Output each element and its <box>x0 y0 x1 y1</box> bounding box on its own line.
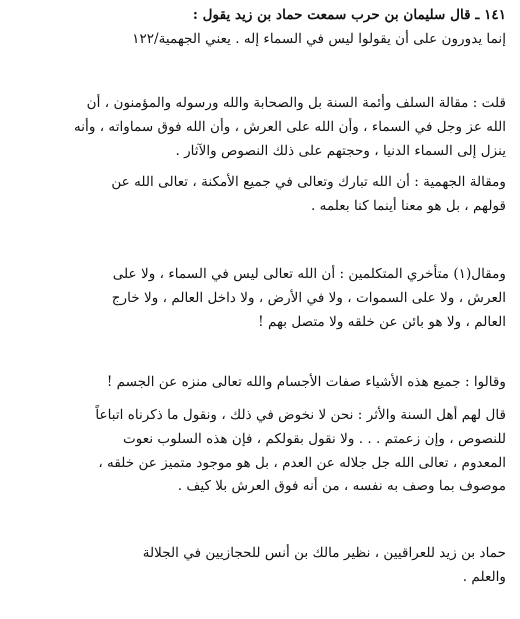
text-line: ومقال(١) متأخري المتكلمين : أن الله تعالى ليس في السماء ، ولا على <box>112 266 506 282</box>
qalu-paragraph <box>12 371 506 395</box>
text-line: قلت : مقالة السلف وأئمة السنة بل والصحابة والله ورسوله والمؤمنون ، أن <box>86 95 506 111</box>
text-line: الله عز وجل في السماء ، وأن الله على العرش ، وأن الله فوق سماواته ، وأنه <box>73 118 506 135</box>
text-line: قال لهم أهل السنة والأثر : نحن لا نخوض في ذلك ، ونقول ما ذكرناه اتباعاً <box>95 407 506 423</box>
text-line: للنصوص ، وإن زعمتم . . . ولا نقول بقولكم ، فإن هذه السلوب نعوت <box>122 430 506 447</box>
jahmiyya-paragraph <box>12 171 506 219</box>
hammad-paragraph <box>12 542 506 590</box>
commentary-salaf-paragraph <box>12 92 506 163</box>
mutakallimin-paragraph <box>12 263 506 334</box>
text-line: المعدوم ، تعالى الله جل جلاله عن العدم ، بل هو موجود متميز عن خلقه ، <box>98 454 506 471</box>
narration-quote-line: إنما يدورون على أن يقولوا ليس في السماء إله . يعني الجهمية/١٢٢ <box>132 30 506 47</box>
text-line: والعلم . <box>462 568 506 585</box>
text-line: وقالوا : جميع هذه الأشياء صفات الأجسام والله تعالى منزه عن الجسم ! <box>106 374 506 390</box>
text-line: قولهم ، بل هو معنا أينما كنا بعلمه . <box>311 197 506 214</box>
text-line: حماد بن زيد للعراقيين ، نظير مالك بن أنس للحجازيين في الجلالة <box>142 545 506 561</box>
text-line: ومقالة الجهمية : أن الله تبارك وتعالى في جميع الأمكنة ، تعالى الله عن <box>111 174 506 190</box>
narration-heading-line: ١٤١ ـ قال سليمان بن حرب سمعت حماد بن زيد يقول : <box>192 7 506 23</box>
text-line: العالم ، ولا هو بائن عن خلقه ولا متصل بهم ! <box>258 313 506 330</box>
text-line: موصوف بما وصف به نفسه ، من أنه فوق العرش بلا كيف . <box>177 478 506 495</box>
narration-141 <box>12 4 506 52</box>
text-line: ينزل إلى السماء الدنيا ، وحجتهم على ذلك النصوص والآثار . <box>175 142 506 159</box>
text-line: العرش ، ولا على السموات ، ولا في الأرض ، ولا داخل العالم ، ولا خارج <box>111 289 506 306</box>
ahl-al-sunna-paragraph <box>12 404 506 499</box>
